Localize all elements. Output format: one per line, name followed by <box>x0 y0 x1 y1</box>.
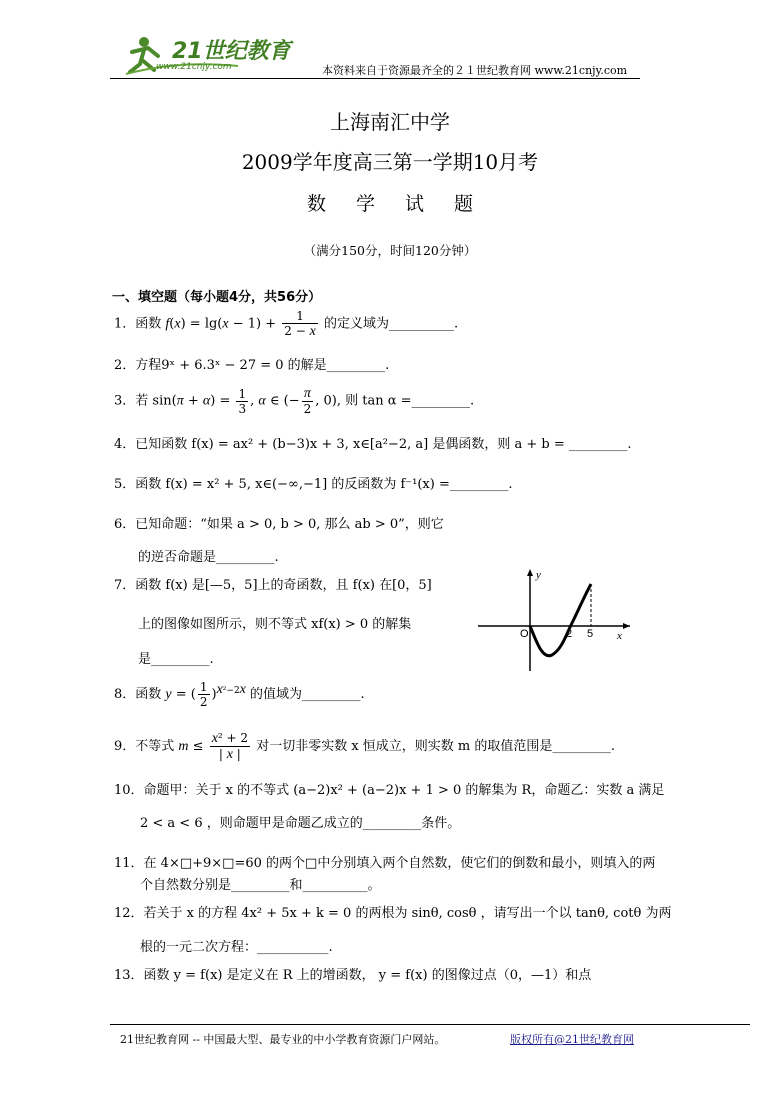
logo-url: www.21cnjy.com <box>156 62 232 72</box>
question-3: 3．若 sin(π + α) = $\frac{1}{3}$ , α ∈ (− $\frac{\pi}{2}$ , 0), 则 tan α =_________. <box>114 386 475 416</box>
question-1: 1．函数 f(x) = lg(x − 1) + $\frac{1}{2 - x}$ 的定义域为__________. <box>114 309 459 339</box>
logo-text: 21世纪教育 <box>172 39 291 64</box>
question-10: 10．命题甲：关于 x 的不等式 (a−2)x² + (a−2)x + 1 > 0 的解集为 R，命题乙：实数 a 满足 <box>114 783 665 798</box>
header-note: 本资料来自于资源最齐全的２１世纪教育网 www.21cnjy.com <box>322 64 628 77</box>
graph-tick-5: 5 <box>587 628 594 640</box>
graph-tick-2: 2 <box>566 628 573 640</box>
question-12: 12．若关于 x 的方程 4x² + 5x + k = 0 的两根为 sinθ, cosθ ，请写出一个以 tanθ, cotθ 为两 <box>114 906 672 921</box>
function-graph <box>470 565 635 675</box>
question-7-cont: 上的图像如图所示，则不等式 xf(x) > 0 的解集 <box>138 617 412 632</box>
question-5: 5．函数 f(x) = x² + 5, x∈(−∞,−1] 的反函数为 f⁻¹(x) =_________. <box>114 477 513 492</box>
footer-copyright-link[interactable]: 版权所有@21世纪教育网 <box>510 1033 634 1046</box>
school-title: 上海南汇中学 <box>330 110 450 134</box>
graph-x-label: x <box>617 630 622 642</box>
question-7-cont2: 是_________. <box>138 652 214 667</box>
question-13: 13．函数 y = f(x) 是定义在 R 上的增函数， y = f(x) 的图像过点（0，—1）和点 <box>114 968 592 983</box>
question-6-cont: 的逆否命题是_________. <box>138 550 279 565</box>
question-11-cont: 个自然数分别是_________和__________。 <box>140 878 381 893</box>
question-7: 7．函数 f(x) 是[—5，5]上的奇函数，且 f(x) 在[0，5] <box>114 578 432 593</box>
footer-text: 21世纪教育网 -- 中国最大型、最专业的中小学教育资源门户网站。 <box>120 1033 446 1046</box>
question-6: 6．已知命题：“如果 a > 0, b > 0, 那么 ab > 0”，则它 <box>114 517 444 532</box>
graph-origin-label: O <box>520 628 529 640</box>
question-9: 9．不等式 m ≤ $\frac{\text{x² + 2}}{| x |}$ 对一切非零实数 x 恒成立，则实数 m 的取值范围是_________. <box>114 731 616 762</box>
section-heading: 一、填空题（每小题4分，共56分） <box>112 290 322 305</box>
question-4: 4．已知函数 f(x) = ax² + (b−3)x + 3, x∈[a²−2, a] 是偶函数，则 a + b = _________. <box>114 437 632 452</box>
question-12-cont: 根的一元二次方程：___________. <box>140 940 333 955</box>
question-2: 2．方程9ˣ + 6.3ˣ − 27 = 0 的解是_________. <box>114 358 390 373</box>
header-divider <box>110 78 640 79</box>
question-8: 8．函数 y = ( $\frac{1}{2}$ )$^{x^2-2x}$ 的值域为_________. <box>114 680 365 709</box>
graph-y-label: y <box>536 569 541 581</box>
subject-title: 数 学 试 题 <box>306 193 486 215</box>
score-note: （满分150分，时间120分钟） <box>303 243 477 258</box>
question-10-cont: 2 < a < 6 ，则命题甲是命题乙成立的_________条件。 <box>140 816 461 831</box>
footer-divider <box>110 1024 750 1025</box>
exam-title: 2009学年度高三第一学期10月考 <box>241 150 539 174</box>
question-11: 11．在 4×□+9×□=60 的两个□中分别填入两个自然数，使它们的倒数和最小，则填入的两 <box>114 856 656 871</box>
